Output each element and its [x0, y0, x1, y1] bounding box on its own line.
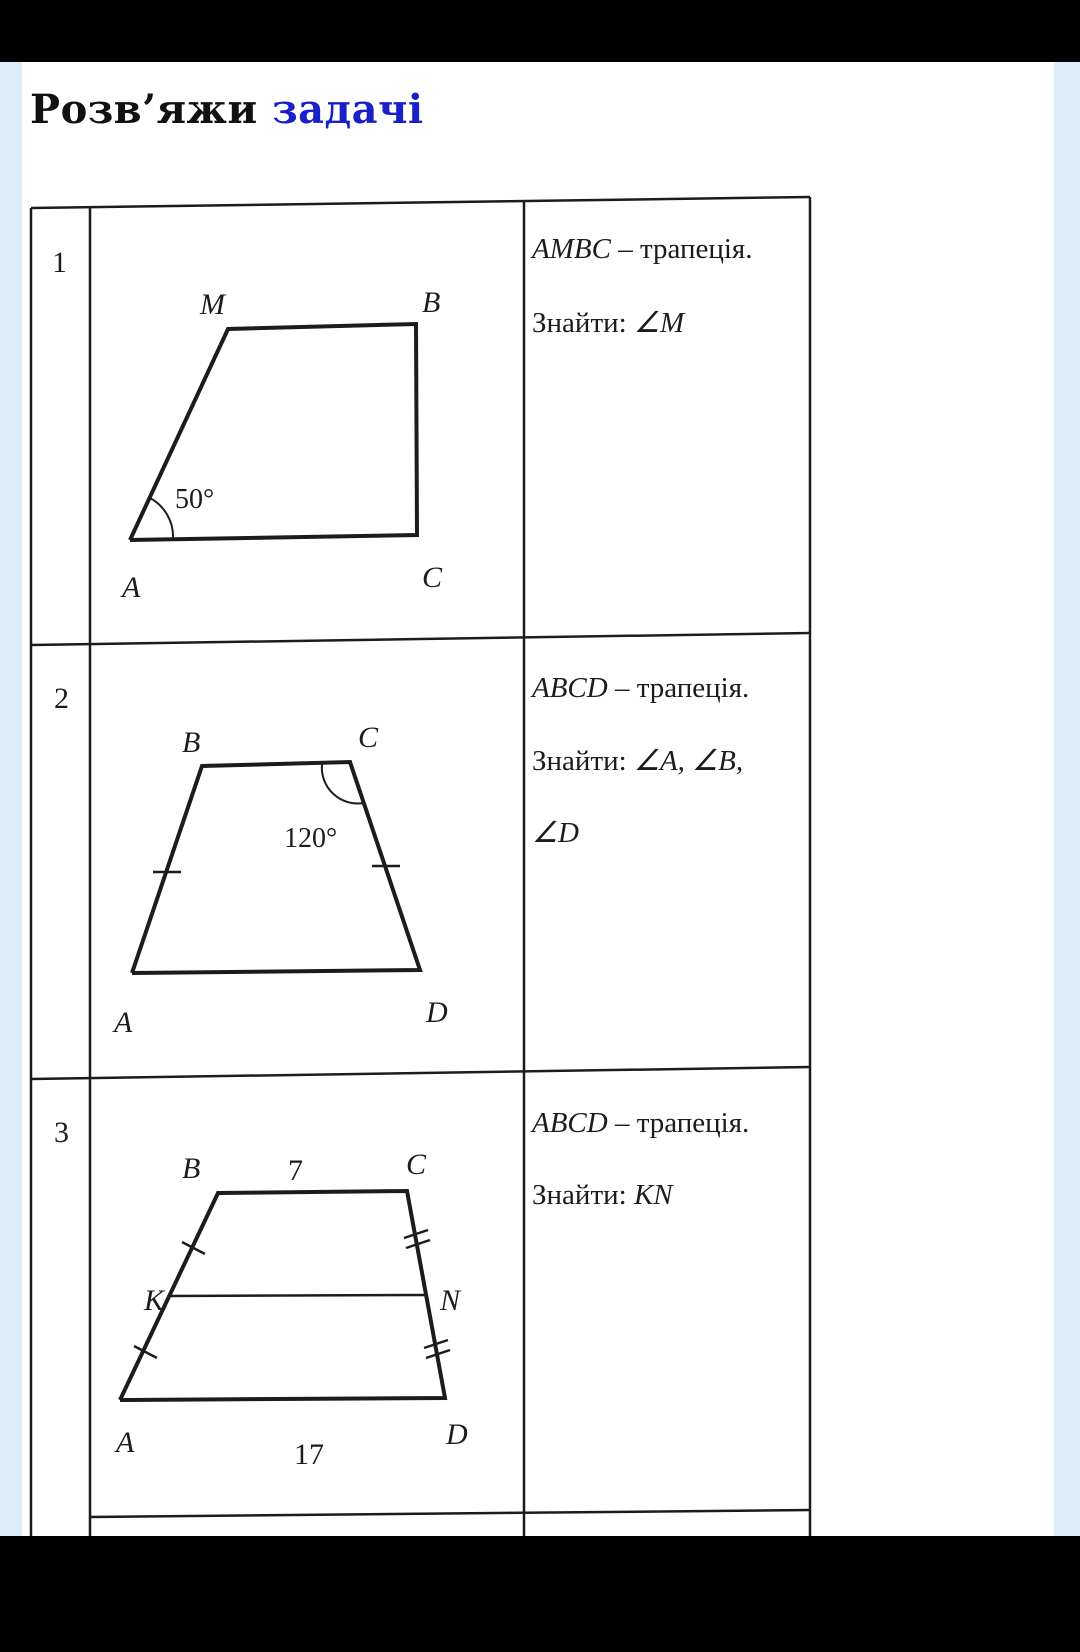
table-top-border [31, 197, 810, 208]
condition-1-figure: AMBC [532, 233, 611, 265]
bottom-bar [0, 1536, 1080, 1652]
vertex-label-D-2: D [426, 996, 448, 1029]
left-margin [0, 62, 22, 1536]
vertex-label-C-3: C [406, 1148, 427, 1181]
vertex-label-A-3: A [116, 1426, 135, 1459]
vertex-label-C: C [422, 561, 443, 594]
find-1 [532, 307, 686, 339]
vertex-label-C-2: C [358, 721, 379, 754]
trapezoid-ABCD-midline [120, 1191, 450, 1400]
angle-arc-A [150, 498, 173, 539]
find-2 [532, 745, 743, 777]
trapezoid-AMBC-outline [130, 324, 417, 540]
point-label-N: N [440, 1284, 461, 1317]
row-divider-2 [31, 1067, 810, 1079]
row-divider-3 [90, 1510, 810, 1517]
length-label-BC: 7 [288, 1154, 303, 1187]
find-3-label: Знайти: [532, 1179, 634, 1211]
point-label-K: K [144, 1284, 165, 1317]
vertex-label-M: M [200, 288, 225, 321]
task-row-3 [54, 1107, 749, 1471]
find-2-label: Знайти: [532, 745, 634, 777]
angle-label-120: 120° [284, 823, 338, 854]
condition-3-text: – трапеція. [607, 1107, 750, 1139]
condition-2-text: – трапеція. [607, 672, 750, 704]
angle-label-50: 50° [175, 484, 215, 515]
title-prefix: Розв’яжи [30, 86, 258, 133]
title-highlight: задачі [272, 86, 424, 133]
condition-3-figure: ABCD [532, 1107, 608, 1139]
vertex-label-A-2: A [114, 1006, 133, 1039]
length-label-AD: 17 [294, 1438, 324, 1471]
task-number-3: 3 [54, 1116, 69, 1149]
top-bar [0, 0, 1080, 62]
task-row-1 [52, 233, 753, 604]
task-number-1: 1 [52, 246, 67, 279]
vertex-label-A: A [122, 571, 141, 604]
find-1-label: Знайти: [532, 307, 634, 339]
vertex-label-B: B [422, 286, 441, 319]
condition-3 [530, 1107, 749, 1139]
condition-1 [530, 233, 753, 265]
task-number-2: 2 [54, 682, 69, 715]
vertex-label-B-2: B [182, 726, 201, 759]
midline-KN [170, 1295, 426, 1296]
find-1-value: ∠M [633, 307, 685, 339]
condition-1-text: – трапеція. [610, 233, 753, 265]
right-margin [1054, 62, 1080, 1536]
find-3-value: KN [633, 1179, 673, 1211]
find-2-value: ∠A, ∠B, [633, 745, 744, 777]
document-page [22, 62, 1054, 1536]
condition-2-figure: ABCD [532, 672, 608, 704]
find-2-value-2: ∠D [532, 817, 579, 849]
row-divider-1 [31, 633, 810, 645]
condition-2 [530, 672, 749, 704]
task-row-2 [54, 672, 749, 1039]
trapezoid-AMBC [130, 324, 417, 540]
trapezoid-2-outline [132, 762, 420, 973]
table-grid [31, 197, 810, 1536]
vertex-label-B-3: B [182, 1152, 201, 1185]
task-table [22, 62, 1054, 1536]
find-3 [532, 1179, 674, 1211]
vertex-label-D-3: D [446, 1418, 468, 1451]
trapezoid-ABCD-isosceles [132, 762, 420, 973]
